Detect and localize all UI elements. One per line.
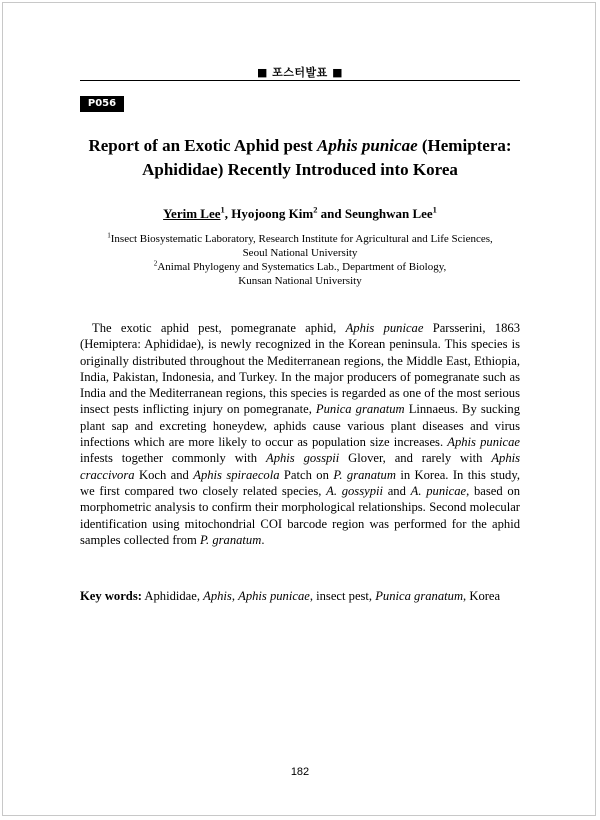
author-affil-mark: 1 [432,204,437,215]
keywords [80,588,520,604]
title-part: (Hemiptera: [417,136,512,155]
author-separator: , [224,206,232,221]
species-name: Aphis punicae [447,435,520,450]
title-species: Aphis punicae [317,136,418,155]
text-run: infests together commonly with [80,451,266,466]
affil-mark: 1 [107,231,111,240]
keywords-label: Key words: [80,589,142,603]
author-name: Hyojoong Kim [231,206,314,221]
author-affil-mark: 1 [220,204,225,215]
species-name: Aphis gosspii [266,451,340,466]
title-part: Report of an Exotic Aphid pest [88,136,318,155]
text-run: in Korea. In this study, we first compared two closely related species, [80,467,520,498]
affil-line: Seoul National University [242,247,358,259]
author-list [80,206,520,222]
page-number: 182 [290,766,310,778]
text-run: Linnaeus. By sucking plant sap and excreting honeydew, aphids cause various plant diseases and virus infections which are more likely to occur as population size increases. [80,402,520,450]
species-name: Aphis spiraecola [193,467,280,482]
text-run: Glover, and rarely with [339,451,492,466]
header-rule [80,80,520,81]
text-run: Aphididae, [141,589,204,603]
text-run: , insect pest, [309,589,376,603]
author-name: Yerim Lee [163,206,221,221]
species-name: P. granatum [333,467,396,482]
species-name: Aphis craccivora [80,451,521,482]
affil-mark: 2 [153,259,158,268]
affiliations [80,232,520,288]
text-run: , [231,589,239,603]
affiliation-2 [80,260,520,274]
keywords-list [142,589,500,603]
text-run: Parsserini, 1863 (Hemiptera: Aphididae), is newly recognized in the Korean peninsula. This species is originally distributed throughout the Mediterranean regions, the Middle East, Ethiopia, India, Pakistan, Indonesia, and Turkey. In the major producers of pomegranate such as India and the Mediterranean regions, this species is regarded as one of the most serious insect pests inflicting injury on pomegranate, [80,321,520,417]
text-run: , based on morphometric analysis to confirm their morphological relationships. Second molecular identification using mitochondrial COI barcode region was performed for the aphid samples collected from [80,483,521,547]
species-name: Aphis punicae [238,589,310,603]
text-run: The exotic aphid pest, pomegranate aphid, [92,321,346,335]
paper-title [80,134,520,182]
text-run: , Korea [463,589,501,603]
section-header: ■ 포스터발표 ■ [256,66,344,79]
text-run: Koch and [134,467,194,482]
author-separator: and [317,206,345,221]
paper-id-badge: P056 [80,96,124,112]
author-affil-mark: 2 [313,204,318,215]
text-run: Patch on [279,467,334,482]
text-run: . [261,532,265,547]
abstract-body [80,320,520,548]
title-line2: Aphididae) Recently Introduced into Korea [142,160,458,179]
affil-line: Kunsan National University [238,275,362,287]
author-name: Seunghwan Lee [344,206,433,221]
species-name: Aphis punicae [345,321,424,335]
affil-text: Insect Biosystematic Laboratory, Research Institute for Agricultural and Life Sciences, [110,233,493,245]
species-name: A. punicae [410,483,467,498]
species-name: A. gossypii [326,483,383,498]
species-name: Punica granatum [375,589,464,603]
affiliation-1 [80,232,520,246]
text-run: and [382,483,411,498]
species-name: P. granatum [199,532,262,547]
species-name: Punica granatum [315,402,405,417]
affil-text: Animal Phylogeny and Systematics Lab., Department of Biology, [157,261,447,273]
species-name: Aphis [203,589,232,603]
